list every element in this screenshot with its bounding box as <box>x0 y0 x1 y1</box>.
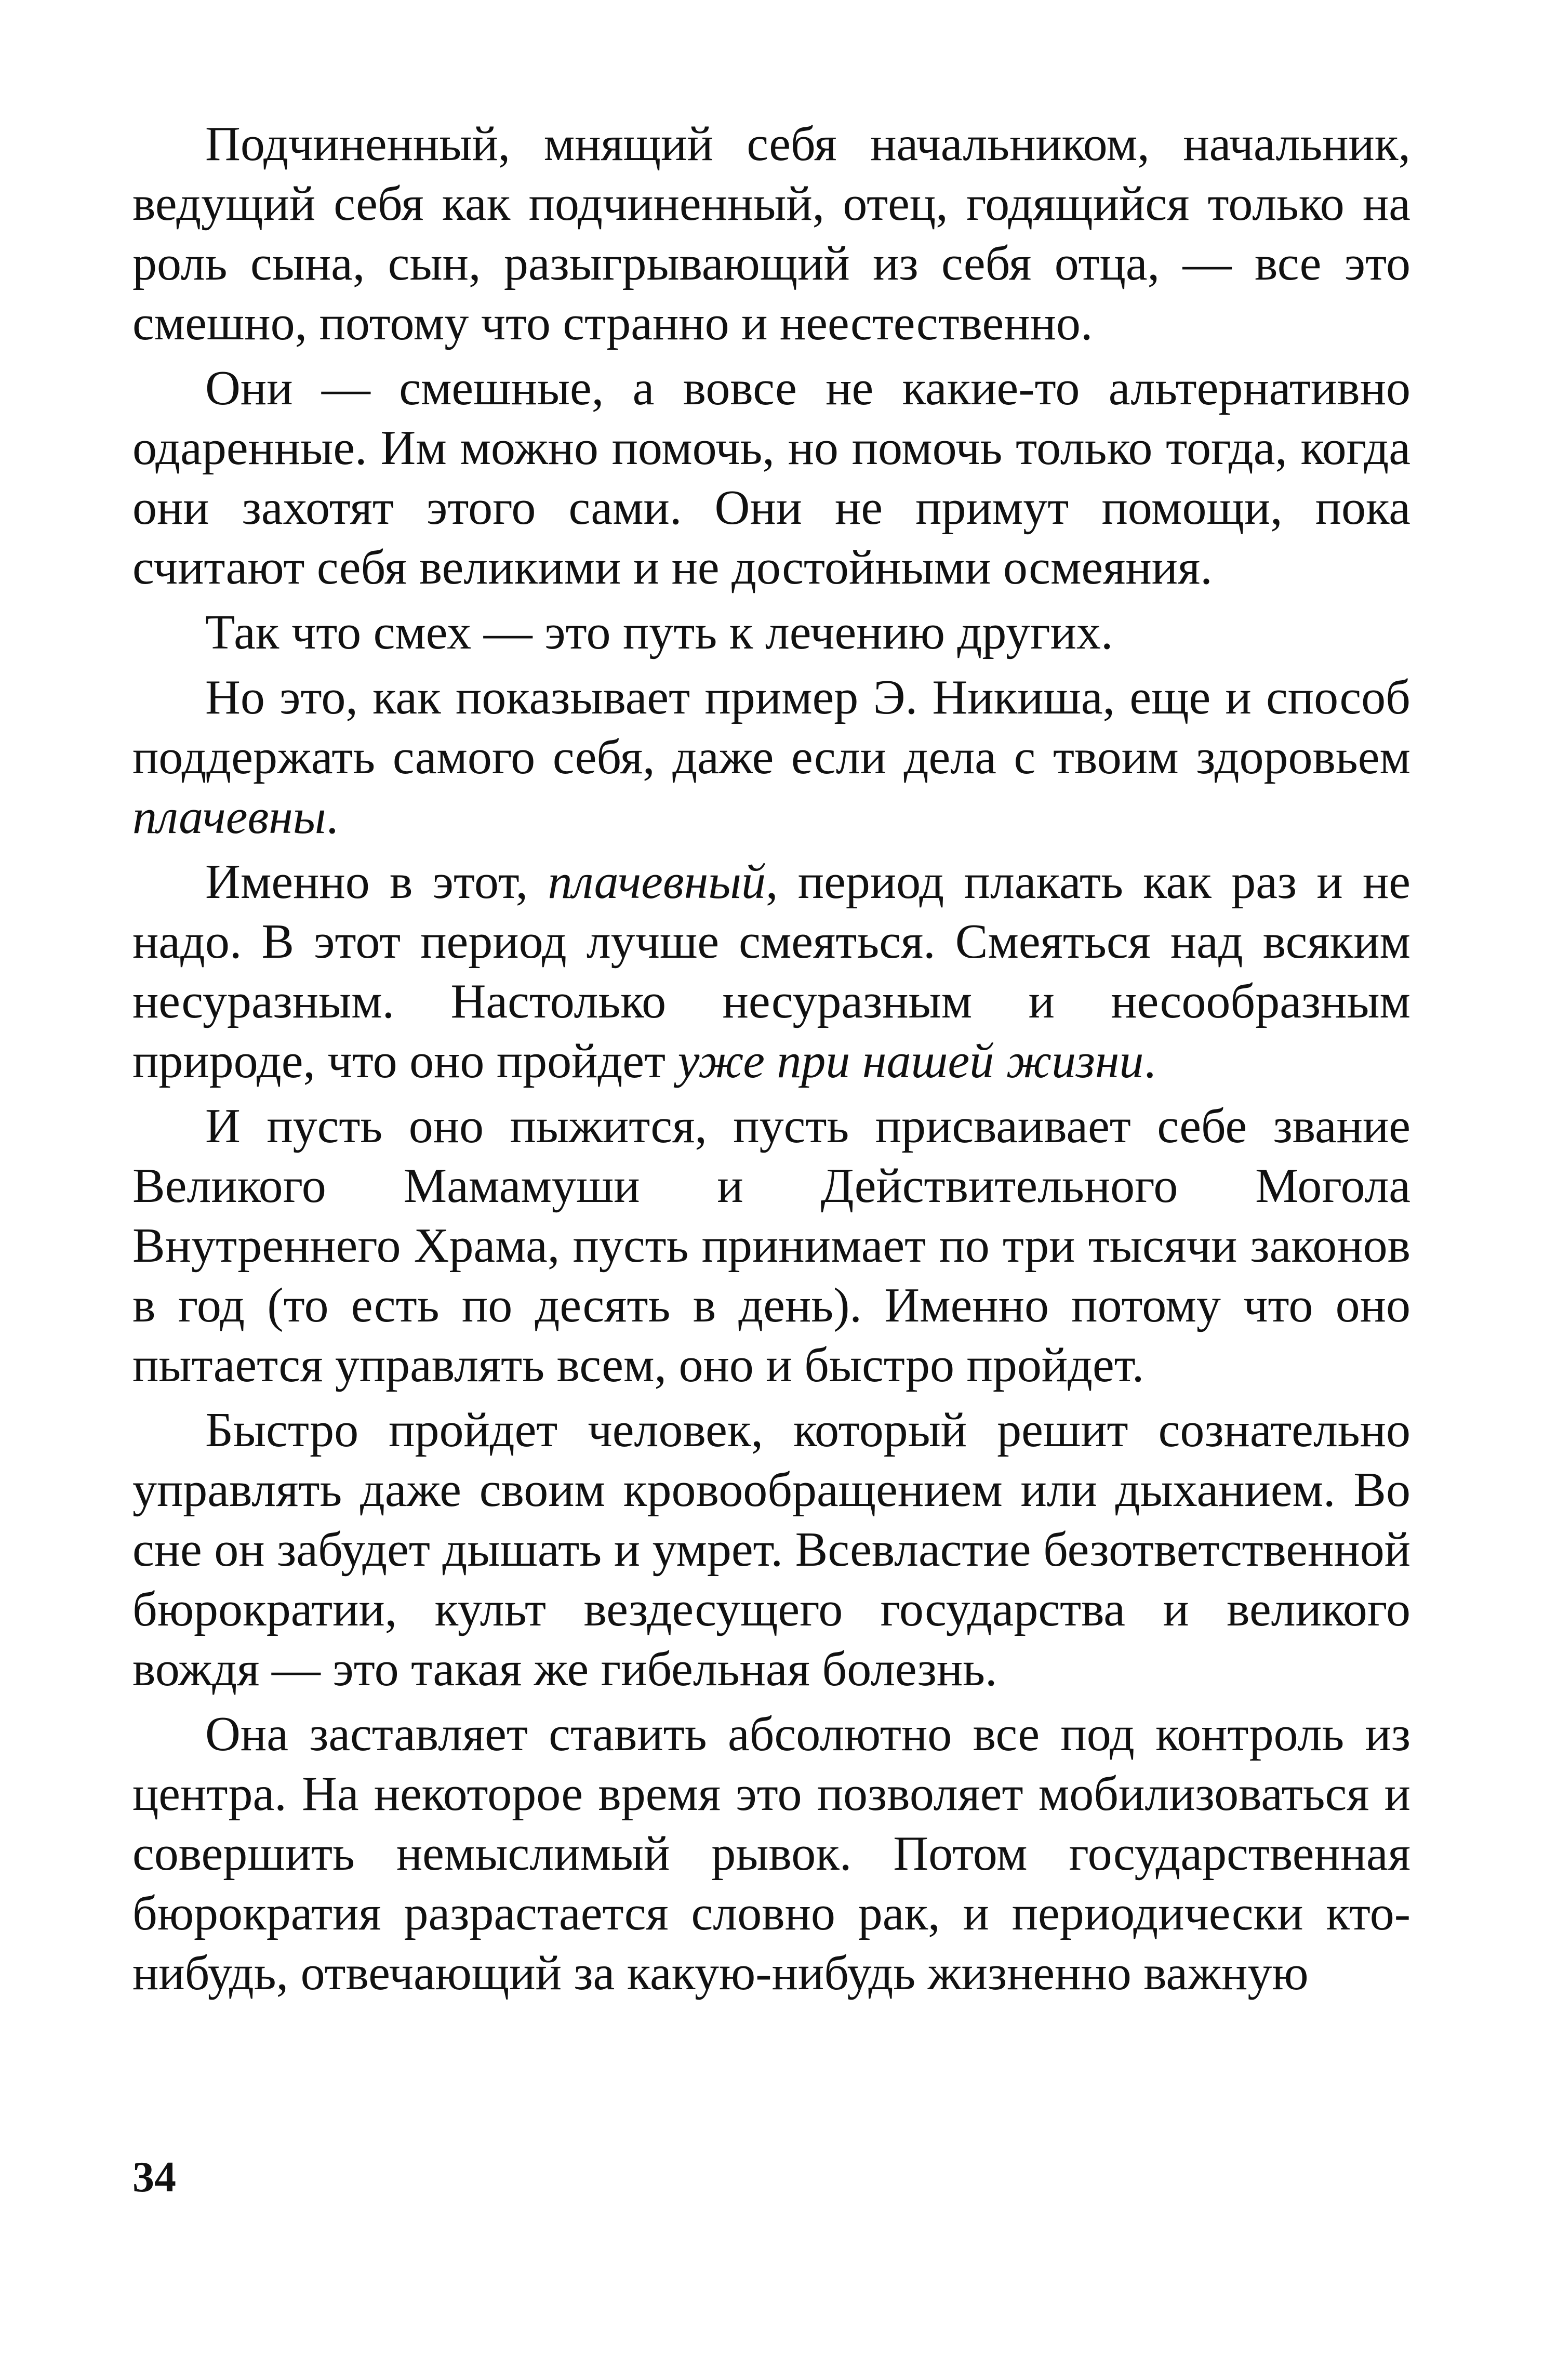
book-page <box>132 114 1410 2297</box>
paragraph <box>132 1704 1410 2003</box>
text-run: Быстро пройдет человек, который решит сознательно управлять даже своим кровообращением или дыханием. Во сне он забудет дышать и умрет. Всевластие безответственной бюрократии, культ вездесущего государства и великого вождя — это такая же гибельная болезнь. <box>132 1403 1410 1696</box>
paragraph <box>132 603 1410 663</box>
paragraph <box>132 1096 1410 1395</box>
paragraph <box>132 852 1410 1091</box>
text-run: . <box>1143 1034 1156 1088</box>
paragraph <box>132 668 1410 847</box>
paragraph <box>132 114 1410 353</box>
page-number: 34 <box>132 2153 176 2201</box>
text-run: Но это, как показывает пример Э. Никиша, еще и способ поддержать самого себя, даже если дела с твоим здоровьем <box>132 670 1410 784</box>
italic-text: плачевный <box>548 855 766 909</box>
text-run: Именно в этот, <box>205 855 548 909</box>
text-run: Подчиненный, мнящий себя начальником, начальник, ведущий себя как подчиненный, отец, годящийся только на роль сына, сын, разыгрывающий из себя отца, — все это смешно, потому что странно и неестественно. <box>132 117 1410 350</box>
text-run: И пусть оно пыжится, пусть присваивает себе звание Великого Мамамуши и Действительного Могола Внутреннего Храма, пусть принимает по три тысячи законов в год (то есть по десять в день). Именно потому что оно пытается управлять всем, оно и быстро пройдет. <box>132 1099 1410 1392</box>
text-run: Так что смех — это путь к лечению других. <box>205 605 1113 659</box>
text-run: Они — смешные, а вовсе не какие-то альтернативно одаренные. Им можно помочь, но помочь только тогда, когда они захотят этого сами. Они не примут помощи, пока считают себя великими и не достойными осмеяния. <box>132 361 1410 594</box>
page-text <box>132 114 1410 2003</box>
text-run: , период плакать как раз и не надо. В этот период лучше смеяться. Смеяться над всяким несуразным. Настолько несуразным и несообразным природе, что оно пройдет <box>132 855 1410 1088</box>
paragraph <box>132 1400 1410 1699</box>
text-run: Она заставляет ставить абсолютно все под контроль из центра. На некоторое время это позволяет мобилизоваться и совершить немыслимый рывок. Потом государственная бюрократия разрастается словно рак, и периодически кто-нибудь, отвечающий за какую-нибудь жизненно важную <box>132 1707 1410 2000</box>
text-run: . <box>326 790 339 844</box>
italic-text: плачевны <box>132 790 326 844</box>
italic-text: уже при нашей жизни <box>677 1034 1144 1088</box>
paragraph <box>132 359 1410 598</box>
